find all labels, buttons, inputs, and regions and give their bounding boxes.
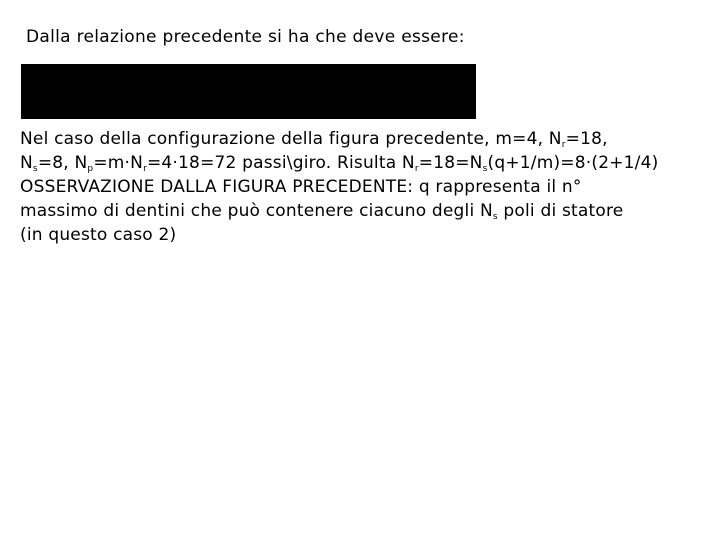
text-segment: massimo di dentini che può contenere ciacuno degli N [20, 201, 493, 221]
paragraph-line-3: OSSERVAZIONE DALLA FIGURA PRECEDENTE: q rappresenta il n° [20, 177, 582, 197]
text-segment: =18=N [418, 153, 483, 173]
subscript: s [492, 212, 498, 222]
text-segment: =m·N [93, 153, 144, 173]
paragraph-line-1 [20, 127, 710, 151]
subscript: s [32, 164, 38, 174]
intro-text: Dalla relazione precedente si ha che deve essere: [26, 27, 465, 47]
subscript: r [561, 140, 566, 150]
subscript: r [143, 164, 147, 174]
subscript: s [482, 164, 488, 174]
paragraph-line-4 [20, 199, 710, 223]
text-segment: Nel caso della configurazione della figura precedente, m=4, N [20, 129, 562, 149]
text-segment: =8, N [37, 153, 88, 173]
explanation-paragraph [20, 127, 710, 247]
redacted-formula-box [21, 64, 476, 119]
subscript: r [414, 164, 419, 174]
text-segment: poli di statore [497, 201, 624, 221]
paragraph-line-2 [20, 151, 710, 175]
text-segment: =4·18=72 passi\giro. Risulta N [146, 153, 415, 173]
text-segment: =18, [565, 129, 608, 149]
text-segment: (q+1/m)=8·(2+1/4) [487, 153, 659, 173]
paragraph-line-5: (in questo caso 2) [20, 225, 177, 245]
text-segment: N [20, 153, 33, 173]
subscript: p [87, 164, 94, 174]
